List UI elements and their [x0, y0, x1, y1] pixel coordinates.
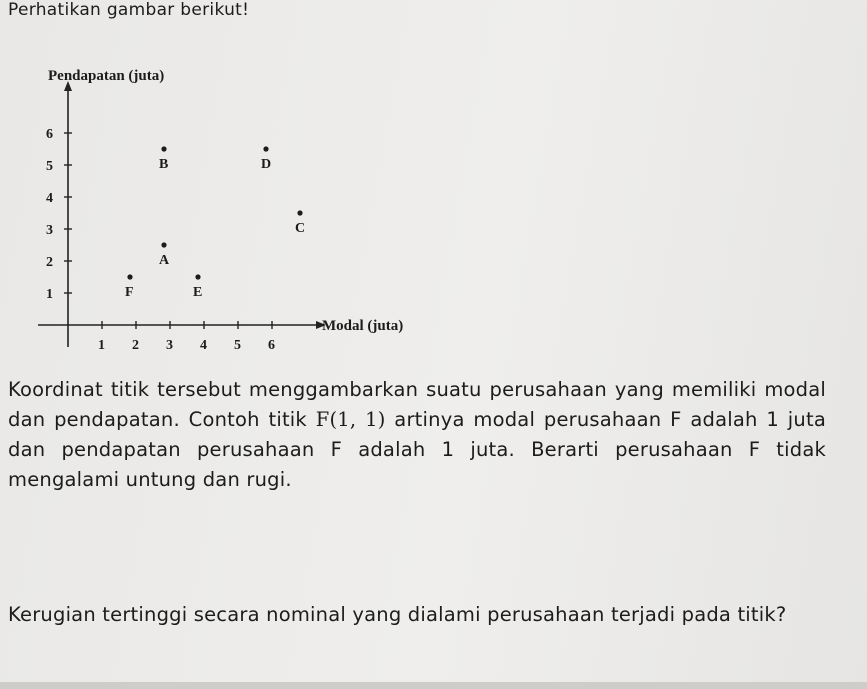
explanation-paragraph: [8, 375, 826, 495]
point-a: [161, 242, 166, 247]
y-tick-label: 4: [46, 191, 53, 206]
paragraph-math: F(1, 1): [315, 408, 386, 431]
x-tick-label: 5: [234, 338, 241, 353]
question-text: Kerugian tertinggi secara nominal yang dialami perusahaan terjadi pada titik?: [8, 603, 787, 626]
point-label-e: E: [193, 285, 203, 300]
x-tick-label: 6: [268, 338, 275, 353]
point-e: [195, 274, 200, 279]
x-tick-label: 3: [166, 338, 173, 353]
bottom-edge: [0, 682, 867, 689]
point-label-b: B: [159, 157, 169, 172]
y-tick-label: 1: [46, 287, 53, 302]
point-label-d: D: [261, 157, 272, 172]
paragraph-text-before: Koordinat titik tersebut menggambarkan suatu perusahaan yang memiliki modal dan pendapatan. Contoh titik: [8, 378, 826, 431]
point-f: [127, 274, 132, 279]
point-label-c: C: [295, 221, 306, 236]
point-c: [297, 210, 302, 215]
instruction-heading: Perhatikan gambar berikut!: [8, 0, 250, 20]
x-tick-label: 1: [98, 338, 105, 353]
chart-points: [125, 146, 305, 300]
y-axis-label: Pendapatan (juta): [48, 68, 165, 84]
x-axis-label: Modal (juta): [322, 318, 404, 334]
scatter-chart: [0, 50, 460, 360]
paragraph-text-after: artinya modal perusahaan F adalah 1 juta dan pendapatan perusahaan F adalah 1 juta. Berarti perusahaan F tidak mengalami untung dan rugi.: [8, 408, 826, 491]
y-tick-label: 5: [46, 159, 53, 174]
point-label-a: A: [159, 253, 170, 268]
x-tick-label: 4: [200, 338, 207, 353]
x-tick-label: 2: [132, 338, 139, 353]
point-label-f: F: [125, 285, 134, 300]
point-d: [263, 146, 268, 151]
y-tick-label: 3: [46, 223, 53, 238]
y-tick-label: 2: [46, 255, 53, 270]
y-tick-label: 6: [46, 127, 53, 142]
point-b: [161, 146, 166, 151]
chart-axes: [38, 81, 326, 347]
